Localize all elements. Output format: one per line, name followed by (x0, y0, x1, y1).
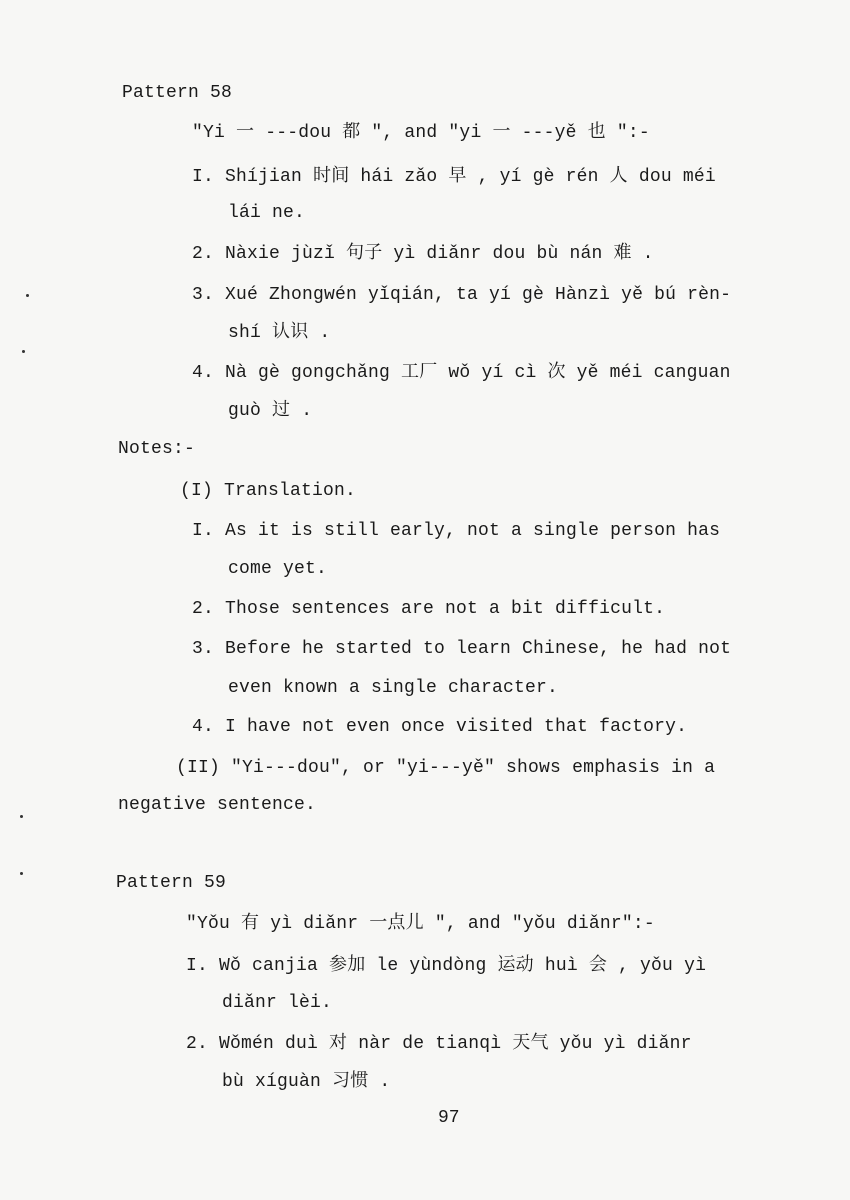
translation-1-line-2: come yet. (228, 559, 328, 579)
pattern-58-heading: Pattern 58 (122, 83, 233, 103)
notes-part-2-line-1: (II) "Yi---dou", or "yi---yě" shows emphasis in a (176, 758, 716, 778)
translation-1-line-1: I. As it is still early, not a single person has (192, 521, 721, 541)
example-1-line-1: I. Shíjian 时间 hái zǎo 早 , yí gè rén 人 dou méi (192, 167, 716, 187)
p59-example-2-line-2: bù xíguàn 习惯 . (222, 1072, 391, 1092)
translation-3-line-2: even known a single character. (228, 678, 559, 698)
example-1-line-2: lái ne. (228, 203, 306, 223)
example-3-line-2: shí 认识 . (228, 323, 331, 343)
p59-example-1-line-2: diǎnr lèi. (222, 993, 333, 1013)
translation-4: 4. I have not even once visited that factory. (192, 717, 688, 737)
scan-speck (26, 294, 29, 297)
pattern-59-heading: Pattern 59 (116, 873, 227, 893)
example-4-line-1: 4. Nà gè gongchǎng 工厂 wǒ yí cì 次 yě méi canguan (192, 363, 731, 383)
example-3-line-1: 3. Xué Zhongwén yǐqián, ta yí gè Hànzì yě bú rèn- (192, 285, 732, 305)
notes-part-2-line-2: negative sentence. (118, 795, 317, 815)
scan-speck (20, 815, 23, 818)
translation-2: 2. Those sentences are not a bit difficult. (192, 599, 666, 619)
pattern-59-formula: "Yǒu 有 yì diǎnr 一点儿 ", and "yǒu diǎnr":- (186, 914, 655, 934)
notes-part-1: (I) Translation. (180, 481, 357, 501)
example-2: 2. Nàxie jùzǐ 句子 yì diǎnr dou bù nán 难 . (192, 244, 654, 264)
scan-speck (22, 350, 25, 353)
example-4-line-2: guò 过 . (228, 401, 313, 421)
page-number: 97 (438, 1108, 460, 1128)
notes-heading: Notes:- (118, 439, 196, 459)
p59-example-1-line-1: I. Wǒ canjia 参加 le yùndòng 运动 huì 会 , yǒu yì (186, 956, 707, 976)
scan-speck (20, 872, 23, 875)
pattern-58-formula: "Yi 一 ---dou 都 ", and "yi 一 ---yě 也 ":- (192, 123, 650, 143)
translation-3-line-1: 3. Before he started to learn Chinese, he had not (192, 639, 732, 659)
p59-example-2-line-1: 2. Wǒmén duì 对 nàr de tianqì 天气 yǒu yì diǎnr (186, 1034, 692, 1054)
